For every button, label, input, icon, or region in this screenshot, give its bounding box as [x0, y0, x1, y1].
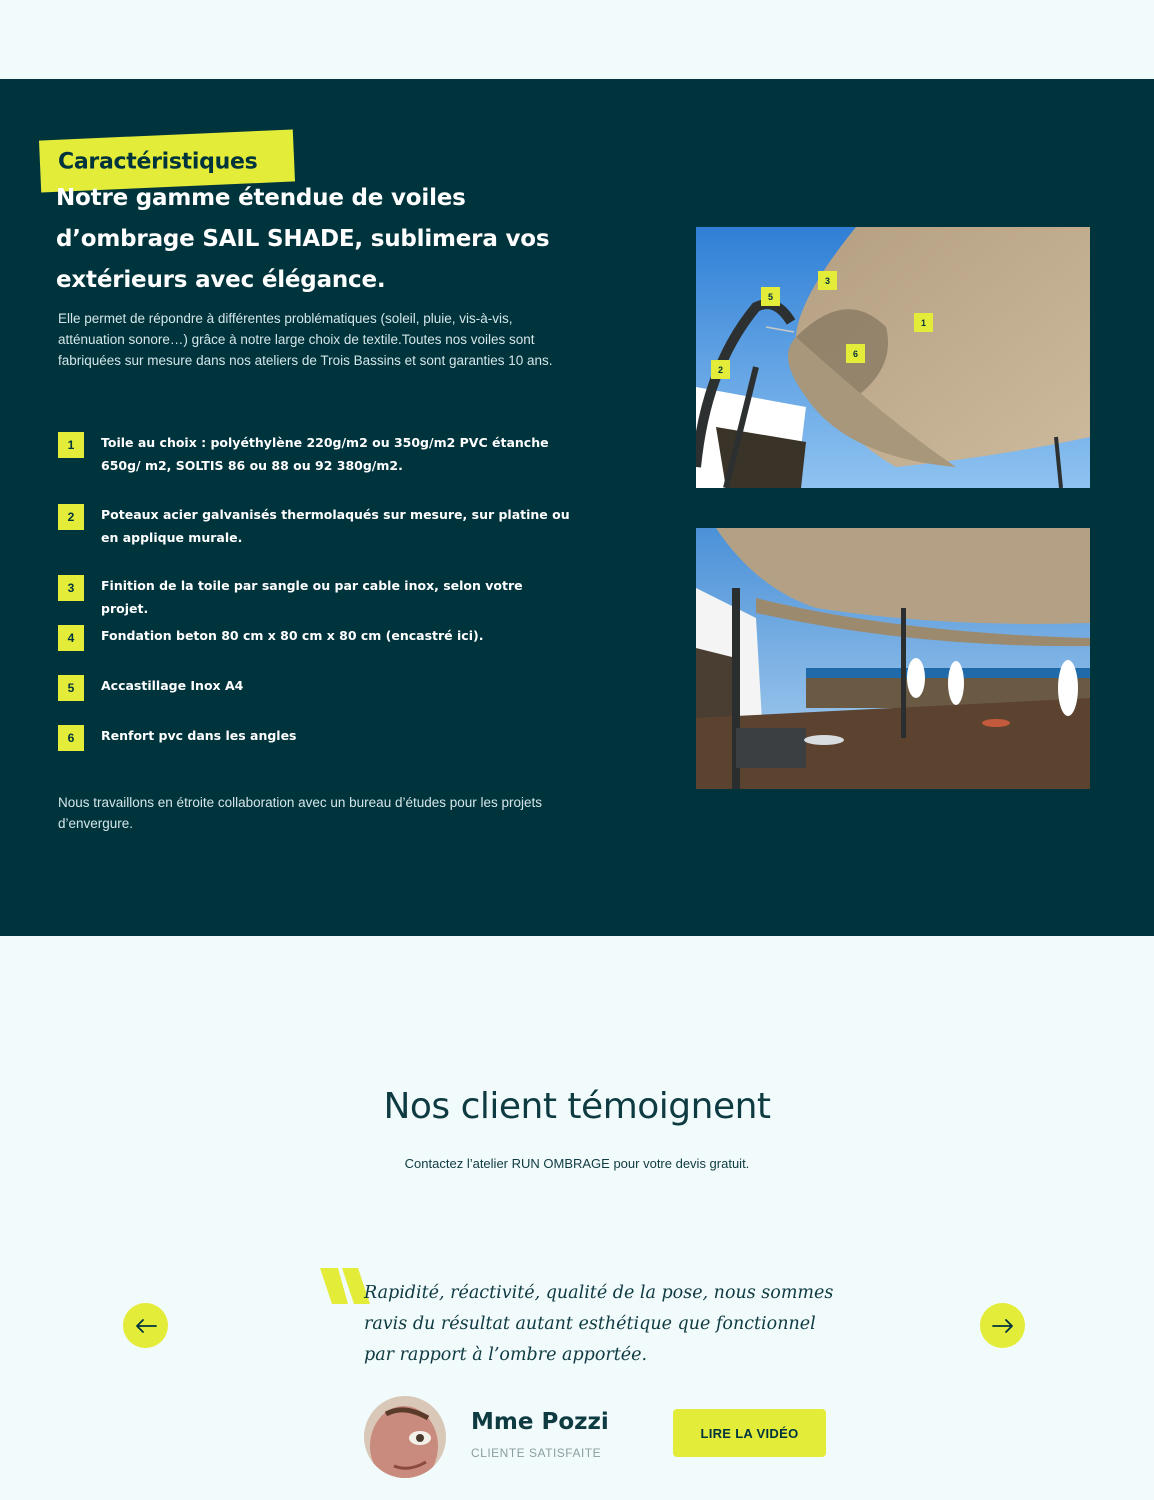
feature-number-badge: 4	[58, 625, 84, 651]
feature-number-badge: 1	[58, 432, 84, 458]
feature-item	[58, 625, 571, 651]
author-name: Mme Pozzi	[471, 1409, 609, 1435]
features-section	[0, 79, 1154, 936]
author-role: CLIENTE SATISFAITE	[471, 1446, 602, 1460]
feature-item	[58, 675, 571, 701]
feature-number-badge: 5	[58, 675, 84, 701]
testimonial-quote: Rapidité, réactivité, qualité de la pose, nous sommes ravis du résultat autant esthétique que fonctionnel par rapport à l’ombre apportée.	[364, 1283, 834, 1365]
feature-text: Accastillage Inox A4	[101, 678, 244, 693]
feature-item	[58, 432, 571, 477]
arrow-left-icon	[135, 1318, 157, 1334]
feature-text: Toile au choix : polyéthylène 220g/m2 ou 350g/m2 PVC étanche 650g/ m2, SOLTIS 86 ou 88 ou 92 380g/m2.	[101, 435, 549, 473]
watch-video-button[interactable]: LIRE LA VIDÉO	[673, 1409, 826, 1457]
photo-marker-2: 2	[711, 360, 730, 379]
feature-text: Finition de la toile par sangle ou par cable inox, selon votre projet.	[101, 578, 523, 616]
section-badge-label: Caractéristiques	[58, 148, 258, 174]
sail-shade-illustration	[696, 227, 1090, 488]
terrace-photo	[696, 528, 1090, 789]
feature-text: Renfort pvc dans les angles	[101, 728, 297, 743]
feature-number-badge: 6	[58, 725, 84, 751]
photo-marker-5: 5	[761, 287, 780, 306]
feature-text: Poteaux acier galvanisés thermolaqués sur mesure, sur platine ou en applique murale.	[101, 507, 570, 545]
feature-number-badge: 2	[58, 504, 84, 530]
terrace-illustration	[696, 528, 1090, 789]
feature-text: Fondation beton 80 cm x 80 cm x 80 cm (encastré ici).	[101, 628, 484, 643]
previous-testimonial-button[interactable]	[123, 1303, 168, 1348]
features-outro: Nous travaillons en étroite collaboration avec un bureau d’études pour les projets d’envergure.	[58, 795, 543, 831]
feature-item	[58, 504, 571, 549]
features-intro: Elle permet de répondre à différentes problématiques (soleil, pluie, vis-à-vis, atténuation sonore…) grâce à notre large choix de textile.Toutes nos voiles sont fabriquées sur mesure dans nos ateliers de Trois Bassins et sont garanties 10 ans.	[58, 311, 553, 368]
features-headline: Notre gamme étendue de voiles d’ombrage SAIL SHADE, sublimera vos extérieurs avec élégance.	[56, 185, 550, 293]
testimonials-subtitle: Contactez l’atelier RUN OMBRAGE pour votre devis gratuit.	[404, 1156, 750, 1171]
photo-marker-1: 1	[914, 313, 933, 332]
feature-item	[58, 725, 571, 751]
author-avatar	[364, 1396, 446, 1478]
feature-number-badge: 3	[58, 575, 84, 601]
feature-item	[58, 575, 571, 620]
testimonials-title: Nos client témoignent	[383, 1086, 771, 1127]
sail-shade-diagram-photo	[696, 227, 1090, 488]
arrow-right-icon	[992, 1318, 1014, 1334]
next-testimonial-button[interactable]	[980, 1303, 1025, 1348]
photo-marker-3: 3	[818, 271, 837, 290]
avatar-illustration	[364, 1396, 446, 1478]
photo-marker-6: 6	[846, 344, 865, 363]
